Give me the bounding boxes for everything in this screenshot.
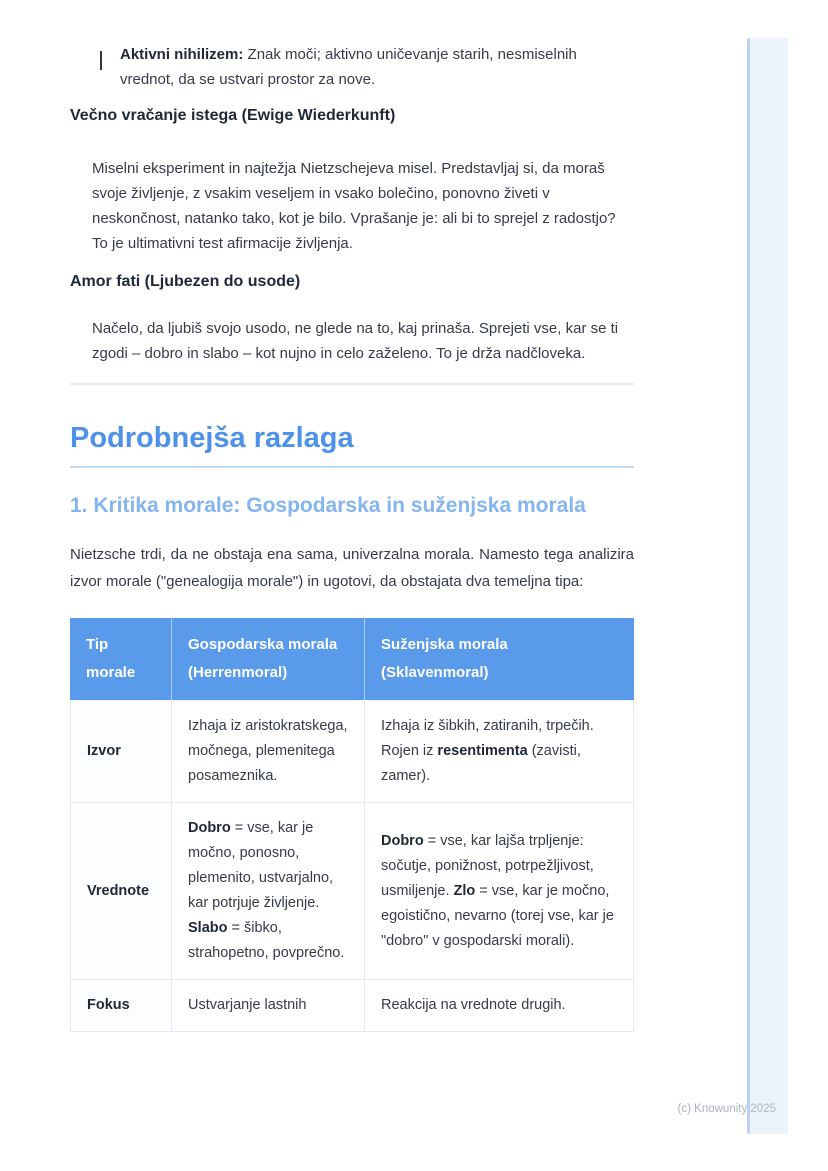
row-label: Fokus xyxy=(70,980,172,1032)
watermark: (c) Knowunity 2025 xyxy=(677,1103,776,1115)
row-label: Vrednote xyxy=(70,803,172,980)
table-header-row xyxy=(70,618,634,700)
list-item-text: Miselni eksperiment in najtežja Nietzschejeva misel. Predstavljaj si, da moraš svoje življenje, z vsakim veseljem in vsako bolečino, ponovno živeti v neskončnost, natanko tako, kot je bilo. Vprašanje je: ali bi to sprejel z radostjo? To je ultimativni test afirmacije življenja. xyxy=(92,160,616,252)
disc-bullet-icon xyxy=(70,316,92,366)
row-label: Izvor xyxy=(70,700,172,803)
table-row-vrednote xyxy=(70,803,634,980)
cell-master-morality: Ustvarjanje lastnih xyxy=(172,980,365,1032)
section-heading-vecno-vracanje: Večno vračanje istega (Ewige Wiederkunft) xyxy=(70,107,396,124)
morality-comparison-table xyxy=(70,618,634,1032)
section-divider xyxy=(70,383,634,385)
intro-paragraph: Nietzsche trdi, da ne obstaja ena sama, univerzalna morala. Namesto tega analizira izvor morale ("genealogija morale") in ugotovi, da obstajata dva temeljna tipa: xyxy=(70,546,634,590)
table-header-suzenjska-morala: Suženjska morala (Sklavenmoral) xyxy=(365,618,634,700)
sub-heading: 1. Kritika morale: Gospodarska in suženjska morala xyxy=(70,494,586,517)
list-item-nacelo xyxy=(70,316,634,366)
cell-slave-morality: Izhaja iz šibkih, zatiranih, trpečih. Rojen iz resentimenta (zavisti, zamer). xyxy=(365,700,634,803)
cell-master-morality: Dobro = vse, kar je močno, ponosno, plemenito, ustvarjalno, kar potrjuje življenje. Slabo = šibko, strahopetno, povprečno. xyxy=(172,803,365,980)
section-heading-amor-fati: Amor fati (Ljubezen do usode) xyxy=(70,273,301,290)
cell-slave-morality: Reakcija na vrednote drugih. xyxy=(365,980,634,1032)
table-header-gospodarska-morala: Gospodarska morala (Herrenmoral) xyxy=(172,618,365,700)
cell-slave-morality: Dobro = vse, kar lajša trpljenje: sočutje, ponižnost, potrpežljivost, usmiljenje. Zlo = vse, kar je močno, egoistično, nevarno (torej vse, kar je "dobro" v gospodarski morali). xyxy=(365,803,634,980)
table-row-fokus xyxy=(70,980,634,1032)
list-item-text: Aktivni nihilizem: Znak moči; aktivno uničevanje starih, nesmiselnih vrednot, da se ustvari prostor za nove. xyxy=(120,46,577,88)
side-panel[interactable] xyxy=(747,38,788,1134)
cell-master-morality: Izhaja iz aristokratskega, močnega, plemenitega posameznika. xyxy=(172,700,365,803)
list-item-text: Načelo, da ljubiš svojo usodo, ne glede na to, kaj prinaša. Sprejeti vse, kar se ti zgodi – dobro in slabo – kot nujno in celo zaželeno. To je drža nadčloveka. xyxy=(92,320,619,362)
circle-bullet-icon xyxy=(100,42,120,92)
disc-bullet-icon xyxy=(70,156,92,256)
list-item-aktivni-nihilizem xyxy=(70,42,634,92)
document-content xyxy=(70,0,634,1032)
list-item-miselni-eksperiment xyxy=(70,156,634,256)
main-heading: Podrobnejša razlaga xyxy=(70,421,634,468)
table-row-izvor xyxy=(70,700,634,803)
table-header-tip-morale: Tip morale xyxy=(70,618,172,700)
